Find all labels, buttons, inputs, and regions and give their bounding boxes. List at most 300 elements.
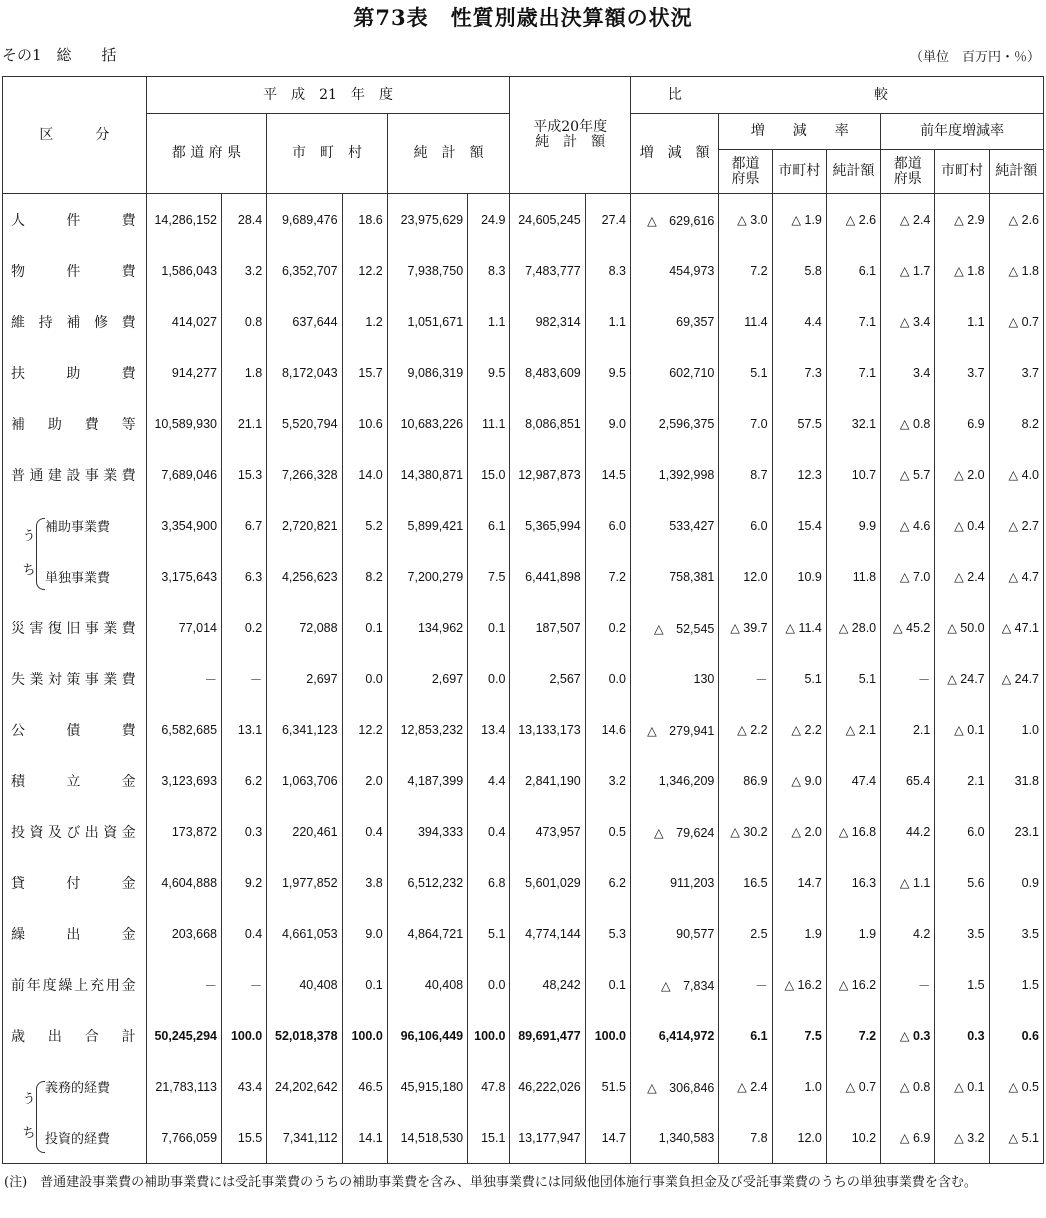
table-cell: △ 0.4 [935,500,989,551]
table-cell: 5.1 [826,653,880,704]
table-cell: 5.2 [342,500,387,551]
table-cell: △ 2.4 [719,1061,772,1112]
table-cell: 6,352,707 [267,245,342,296]
table-cell: 6,341,123 [267,704,342,755]
header-sub-junkei: 純計額 [826,150,880,194]
table-cell: 5.1 [772,653,826,704]
table-cell: △ 1.9 [772,194,826,246]
table-cell: 8.2 [342,551,387,602]
row-label: 災害復旧事業費 [3,602,147,653]
table-cell: － [222,959,267,1010]
table-cell: 187,507 [510,602,585,653]
table-cell: 24,605,245 [510,194,585,246]
table-cell: 23,975,629 [387,194,467,246]
table-cell: 11.8 [826,551,880,602]
header-sub-todofuken [719,150,772,194]
table-cell: 1.8 [222,347,267,398]
table-cell: 2.0 [342,755,387,806]
table-cell: 454,973 [630,245,718,296]
table-cell: 0.6 [989,1010,1043,1061]
table-cell: △ 0.7 [989,296,1043,347]
table-cell: △ 7.0 [881,551,935,602]
table-cell: 65.4 [881,755,935,806]
table-cell: 12.2 [342,245,387,296]
table-cell: 0.9 [989,857,1043,908]
table-cell: △ 0.7 [826,1061,880,1112]
table-cell: 13.4 [468,704,510,755]
table-cell: 1.5 [989,959,1043,1010]
table-row [3,398,1044,449]
table-row [3,500,1044,551]
table-cell: － [719,653,772,704]
table-cell: △ 47.1 [989,602,1043,653]
table-cell: 10.7 [826,449,880,500]
unit-label: （単位 百万円・％） [909,50,1040,65]
table-cell: 3,354,900 [146,500,221,551]
table-cell: 3,123,693 [146,755,221,806]
header-sub-todofuken-prev [881,150,935,194]
table-cell: 15.3 [222,449,267,500]
table-cell: 3.2 [222,245,267,296]
table-cell: 15.4 [772,500,826,551]
table-cell: 1,392,998 [630,449,718,500]
header-h20 [510,77,631,194]
table-cell: 69,357 [630,296,718,347]
table-cell: － [881,959,935,1010]
table-cell: △ 0.1 [935,1061,989,1112]
table-cell: 10.9 [772,551,826,602]
table-cell: 14.0 [342,449,387,500]
table-cell: △ 2.2 [719,704,772,755]
table-row [3,806,1044,857]
table-cell: 10.6 [342,398,387,449]
table-cell: 5,365,994 [510,500,585,551]
table-cell: 14.7 [772,857,826,908]
table-cell: 1.0 [772,1061,826,1112]
row-label: 公 債 費 [3,704,147,755]
table-cell: 6,441,898 [510,551,585,602]
table-cell: 0.1 [585,959,630,1010]
table-cell: 9.5 [585,347,630,398]
table-cell: 0.1 [468,602,510,653]
table-cell: 602,710 [630,347,718,398]
table-cell: △ 9.0 [772,755,826,806]
table-cell: 57.5 [772,398,826,449]
table-cell: 5.3 [585,908,630,959]
header-h21: 平 成 21 年 度 [146,77,510,114]
table-cell: △ 0.5 [989,1061,1043,1112]
table-cell: 0.1 [342,959,387,1010]
table-cell: 8.2 [989,398,1043,449]
table-cell: 8,172,043 [267,347,342,398]
table-row [3,296,1044,347]
table-cell: 10,683,226 [387,398,467,449]
header-hi: 比 [630,77,718,114]
table-cell: △ 39.7 [719,602,772,653]
table-cell: 16.5 [719,857,772,908]
table-row [3,551,1044,602]
header-todofuken: 都 道 府 県 [146,114,267,194]
table-cell: 31.8 [989,755,1043,806]
table-cell: △ 50.0 [935,602,989,653]
table-cell: 100.0 [342,1010,387,1061]
table-cell: 473,957 [510,806,585,857]
table-cell: 1.1 [585,296,630,347]
table-cell: 9,689,476 [267,194,342,246]
table-cell: 7.5 [468,551,510,602]
table-row [3,1010,1044,1061]
table-cell: 3.5 [989,908,1043,959]
header-zogengaku: 増 減 額 [630,114,718,194]
row-label: 投資的経費 [3,1112,147,1164]
table-cell: △ 79,624 [630,806,718,857]
table-cell: 48,242 [510,959,585,1010]
table-cell: 50,245,294 [146,1010,221,1061]
table-cell: 15.0 [468,449,510,500]
table-cell: △ 0.1 [935,704,989,755]
table-cell: 40,408 [387,959,467,1010]
header-h20-line1: 平成20年度 [533,119,608,135]
table-cell: 5.1 [468,908,510,959]
footnote: (注) 普通建設事業費の補助事業費には受託事業費のうちの補助事業費を含み、単独事業費には同級他団体施行事業負担金及び受託事業費のうちの単独事業費を含む。 [4,1175,977,1190]
settlement-table [2,76,1044,1164]
header-sub-shichoson: 市町村 [772,150,826,194]
table-cell: 911,203 [630,857,718,908]
table-cell: 0.2 [585,602,630,653]
table-cell: 18.6 [342,194,387,246]
table-cell: 11.1 [468,398,510,449]
row-label: 物 件 費 [3,245,147,296]
table-row [3,857,1044,908]
table-cell: 3,175,643 [146,551,221,602]
table-cell: △ 2.6 [826,194,880,246]
table-cell: 47.4 [826,755,880,806]
table-cell: 3.2 [585,755,630,806]
table-cell: 6.7 [222,500,267,551]
page-title: 第73表 性質別歳出決算額の状況 [353,5,693,30]
table-cell: △ 2.0 [935,449,989,500]
table-cell: － [881,653,935,704]
table-cell: 7,266,328 [267,449,342,500]
table-cell: 5,520,794 [267,398,342,449]
table-cell: 3.7 [935,347,989,398]
table-cell: 4.2 [881,908,935,959]
table-cell: 1.0 [989,704,1043,755]
table-cell: △ 2.6 [989,194,1043,246]
table-cell: 10,589,930 [146,398,221,449]
header-sub-todofuken-1: 都道 [731,155,760,172]
table-cell: 3.8 [342,857,387,908]
table-cell: 9.9 [826,500,880,551]
table-cell: 2,596,375 [630,398,718,449]
table-cell: 6.0 [585,500,630,551]
table-cell: 0.8 [222,296,267,347]
table-cell: 0.0 [342,653,387,704]
table-cell: △ 52,545 [630,602,718,653]
table-cell: △ 5.1 [989,1112,1043,1164]
table-cell: 1.1 [468,296,510,347]
table-cell: 7.2 [585,551,630,602]
table-cell: △ 24.7 [935,653,989,704]
table-cell: 203,668 [146,908,221,959]
table-cell: △ 4.0 [989,449,1043,500]
table-row [3,1061,1044,1112]
table-cell: 23.1 [989,806,1043,857]
table-cell: △ 5.7 [881,449,935,500]
row-label: 扶 助 費 [3,347,147,398]
table-cell: △ 28.0 [826,602,880,653]
table-cell: 4,256,623 [267,551,342,602]
table-cell: 6,512,232 [387,857,467,908]
table-cell: 1.9 [826,908,880,959]
table-cell: △ 1.7 [881,245,935,296]
table-cell: 0.1 [342,602,387,653]
table-cell: 7,341,112 [267,1112,342,1164]
table-row [3,449,1044,500]
table-cell: 6.2 [585,857,630,908]
table-cell: 414,027 [146,296,221,347]
table-cell: 4,774,144 [510,908,585,959]
table-cell: 7,766,059 [146,1112,221,1164]
table-cell: 15.5 [222,1112,267,1164]
table-cell: 1.2 [342,296,387,347]
header-zennen: 前年度増減率 [881,114,1044,150]
row-label: 維持補修費 [3,296,147,347]
table-cell: 0.4 [342,806,387,857]
row-label: 人 件 費 [3,194,147,246]
table-cell: △ 2.9 [935,194,989,246]
table-cell: △ 6.9 [881,1112,935,1164]
table-row [3,194,1044,246]
table-cell: 220,461 [267,806,342,857]
table-row [3,1112,1044,1164]
table-cell: 86.9 [719,755,772,806]
table-cell: 7.2 [826,1010,880,1061]
table-cell: 14,380,871 [387,449,467,500]
table-cell: 5.8 [772,245,826,296]
table-cell: 6,582,685 [146,704,221,755]
table-cell: 14.6 [585,704,630,755]
header-h20-line2: 純 計 額 [535,134,606,150]
table-cell: 89,691,477 [510,1010,585,1061]
table-cell: 5,601,029 [510,857,585,908]
uchi-label-construction: う ち [22,529,36,578]
table-cell: 2.1 [881,704,935,755]
table-row [3,245,1044,296]
table-cell: 1,340,583 [630,1112,718,1164]
table-cell: △ 2.0 [772,806,826,857]
table-row [3,908,1044,959]
row-label: 単独事業費 [3,551,147,602]
table-cell: 0.3 [935,1010,989,1061]
table-cell: 7,483,777 [510,245,585,296]
table-cell: 32.1 [826,398,880,449]
table-cell: 8.3 [468,245,510,296]
table-cell: 758,381 [630,551,718,602]
row-label: 補助事業費 [3,500,147,551]
table-cell: 0.0 [468,653,510,704]
table-cell: 637,644 [267,296,342,347]
table-row [3,653,1044,704]
table-cell: △ 1.8 [935,245,989,296]
table-cell: 1,977,852 [267,857,342,908]
table-cell: △ 0.8 [881,1061,935,1112]
table-cell: 0.4 [468,806,510,857]
table-cell: 40,408 [267,959,342,1010]
table-cell: 7,689,046 [146,449,221,500]
table-cell: 2.1 [935,755,989,806]
table-cell: 0.0 [468,959,510,1010]
table-cell: 7.5 [772,1010,826,1061]
table-cell: △ 0.3 [881,1010,935,1061]
table-cell: 12,853,232 [387,704,467,755]
table-cell: 6.2 [222,755,267,806]
header-sub-junkei-prev: 純計額 [989,150,1043,194]
table-cell: 4,604,888 [146,857,221,908]
table-cell: △ 2.7 [989,500,1043,551]
table-cell: △ 279,941 [630,704,718,755]
table-cell: 3.7 [989,347,1043,398]
table-cell: △ 16.8 [826,806,880,857]
table-cell: 100.0 [468,1010,510,1061]
table-cell: 46,222,026 [510,1061,585,1112]
table-cell: △ 1.1 [881,857,935,908]
table-cell: 27.4 [585,194,630,246]
table-cell: △ 11.4 [772,602,826,653]
header-sub-shichoson-prev: 市町村 [935,150,989,194]
table-cell: 9.0 [585,398,630,449]
table-cell: 9,086,319 [387,347,467,398]
table-row [3,347,1044,398]
table-cell: △ 24.7 [989,653,1043,704]
table-cell: 173,872 [146,806,221,857]
table-cell: 1.1 [935,296,989,347]
table-cell: 10.2 [826,1112,880,1164]
table-row [3,959,1044,1010]
table-cell: 130 [630,653,718,704]
table-cell: 914,277 [146,347,221,398]
table-cell: △ 2.4 [881,194,935,246]
table-cell: 11.4 [719,296,772,347]
table-cell: 28.4 [222,194,267,246]
table-cell: 100.0 [222,1010,267,1061]
table-cell: 3.4 [881,347,935,398]
table-cell: 2,841,190 [510,755,585,806]
table-cell: 8,483,609 [510,347,585,398]
table-cell: 21.1 [222,398,267,449]
table-cell: － [222,653,267,704]
table-cell: － [146,959,221,1010]
table-cell: △ 16.2 [772,959,826,1010]
table-cell: 13,133,173 [510,704,585,755]
section-subtitle: その1 総 括 [2,46,117,64]
table-cell: 6.9 [935,398,989,449]
header-kubun: 区 分 [3,77,147,194]
table-cell: 7.3 [772,347,826,398]
table-cell: 533,427 [630,500,718,551]
table-cell: △ 306,846 [630,1061,718,1112]
table-cell: 1.5 [935,959,989,1010]
table-cell: 43.4 [222,1061,267,1112]
table-cell: 13.1 [222,704,267,755]
table-cell: △ 3.0 [719,194,772,246]
table-cell: 15.7 [342,347,387,398]
table-cell: 15.1 [468,1112,510,1164]
table-cell: 134,962 [387,602,467,653]
table-cell: 12.0 [772,1112,826,1164]
row-label: 貸 付 金 [3,857,147,908]
table-cell: 8.7 [719,449,772,500]
table-cell: 12,987,873 [510,449,585,500]
table-cell: 7.8 [719,1112,772,1164]
table-cell: － [719,959,772,1010]
table-cell: △ 629,616 [630,194,718,246]
table-cell: 44.2 [881,806,935,857]
table-cell: △ 3.2 [935,1112,989,1164]
table-cell: 14.5 [585,449,630,500]
table-cell: △ 16.2 [826,959,880,1010]
table-cell: 2,720,821 [267,500,342,551]
table-cell: △ 45.2 [881,602,935,653]
table-cell: 14.7 [585,1112,630,1164]
table-cell: 2,697 [387,653,467,704]
table-cell: △ 2.1 [826,704,880,755]
table-cell: 9.2 [222,857,267,908]
table-cell: 100.0 [585,1010,630,1061]
table-body [3,194,1044,1164]
table-cell: 7,938,750 [387,245,467,296]
table-cell: 0.5 [585,806,630,857]
table-cell: 5.1 [719,347,772,398]
header-sub-todofuken-prev-1: 都道 [893,155,922,172]
table-cell: △ 30.2 [719,806,772,857]
table-cell: 14.1 [342,1112,387,1164]
table-cell: 47.8 [468,1061,510,1112]
table-cell: 2,697 [267,653,342,704]
table-cell: 90,577 [630,908,718,959]
table-cell: 13,177,947 [510,1112,585,1164]
brace-total [36,1081,45,1153]
row-label: 投資及び出資金 [3,806,147,857]
row-label: 普通建設事業費 [3,449,147,500]
table-cell: 77,014 [146,602,221,653]
table-cell: 72,088 [267,602,342,653]
table-cell: 4,187,399 [387,755,467,806]
row-label: 積 立 金 [3,755,147,806]
table-cell: 5,899,421 [387,500,467,551]
table-cell: 24,202,642 [267,1061,342,1112]
table-cell: 12.0 [719,551,772,602]
table-cell: 96,106,449 [387,1010,467,1061]
table-cell: 4,864,721 [387,908,467,959]
table-cell: 2,567 [510,653,585,704]
table-cell: △ 3.4 [881,296,935,347]
table-cell: 7,200,279 [387,551,467,602]
row-label: 前年度繰上充用金 [3,959,147,1010]
table-cell: 6.1 [826,245,880,296]
row-label: 失業対策事業費 [3,653,147,704]
table-cell: 12.3 [772,449,826,500]
header-shichoson: 市 町 村 [267,114,388,194]
table-cell: △ 2.2 [772,704,826,755]
brace-construction [36,518,45,590]
table-cell: 24.9 [468,194,510,246]
table-row [3,704,1044,755]
table-cell: △ 2.4 [935,551,989,602]
row-label: 義務的経費 [3,1061,147,1112]
table-cell: 4.4 [772,296,826,347]
row-label: 繰 出 金 [3,908,147,959]
